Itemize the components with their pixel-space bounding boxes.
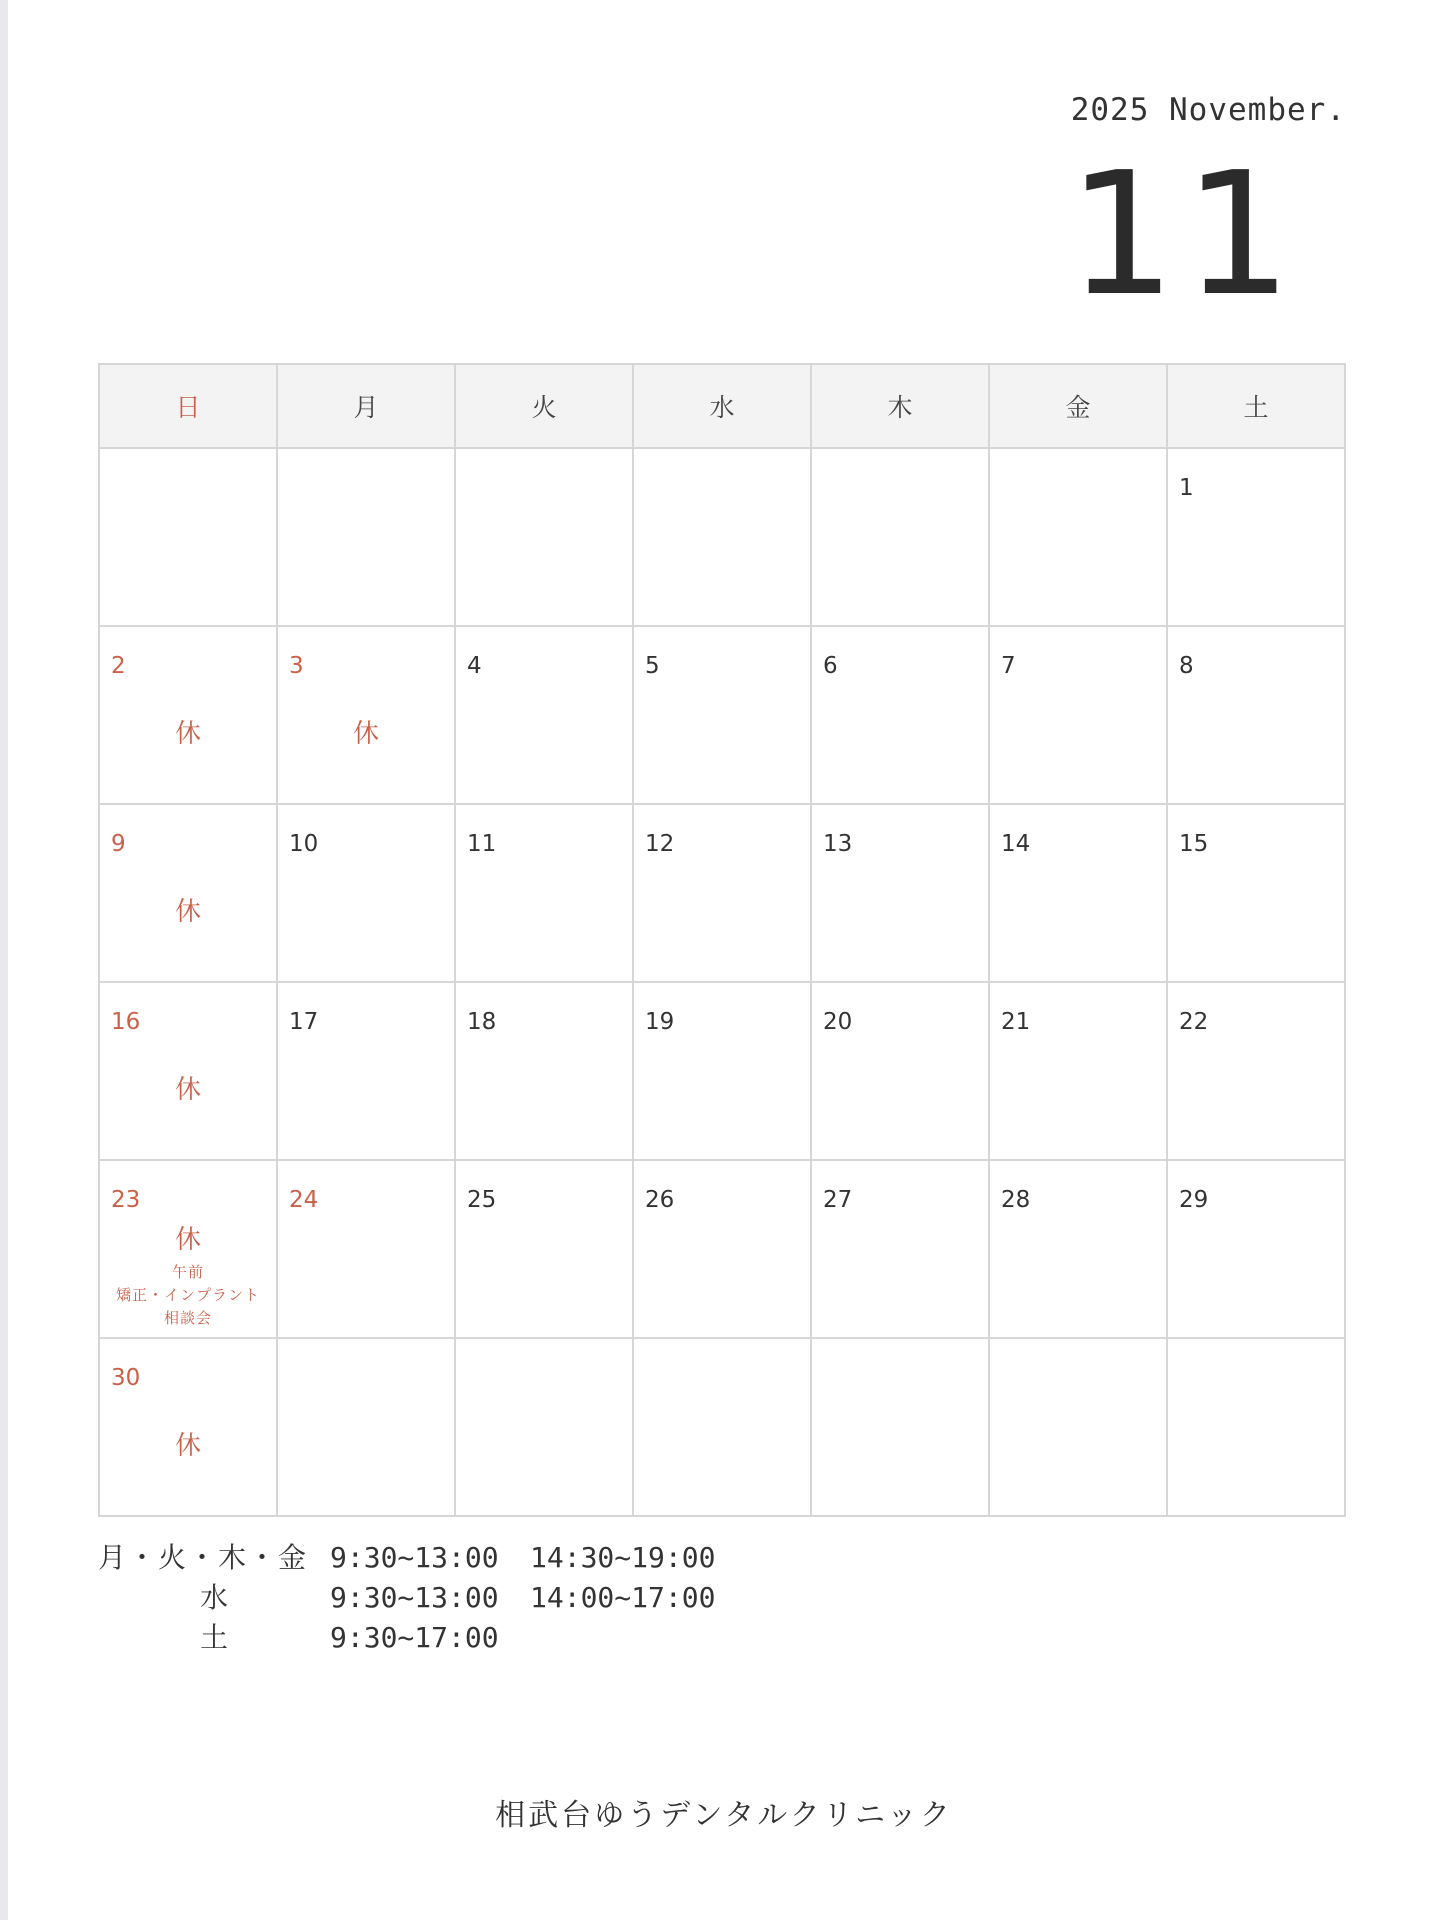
day-cell (811, 626, 989, 804)
day-number: 4 (467, 653, 482, 679)
event-line: 矯正・インプラント (115, 1286, 260, 1304)
day-number: 20 (823, 1009, 853, 1035)
hours-time: 14:30~19:00 (530, 1541, 716, 1574)
day-cell (1167, 1160, 1345, 1338)
day-number: 30 (111, 1365, 141, 1391)
day-number: 7 (1001, 653, 1016, 679)
day-cell (989, 1338, 1167, 1516)
day-number: 19 (645, 1009, 675, 1035)
year-month-label: 2025 November. (1070, 92, 1346, 128)
day-cell (811, 804, 989, 982)
day-cell (99, 1338, 277, 1516)
day-number: 18 (467, 1009, 497, 1035)
day-number: 13 (823, 831, 853, 857)
week-row (99, 626, 1345, 804)
event-note (100, 1261, 276, 1330)
day-cell (989, 626, 1167, 804)
day-cell (633, 804, 811, 982)
day-cell (277, 448, 455, 626)
hours-row (98, 1618, 730, 1658)
day-cell (455, 982, 633, 1160)
weekday-header: 木 (811, 364, 989, 448)
event-line: 相談会 (163, 1309, 212, 1327)
day-cell (277, 804, 455, 982)
day-number: 8 (1179, 653, 1194, 679)
day-cell (989, 448, 1167, 626)
closed-mark: 休 (174, 1431, 201, 1461)
day-cell (99, 448, 277, 626)
day-number: 15 (1179, 831, 1209, 857)
day-number: 10 (289, 831, 319, 857)
day-cell (277, 1338, 455, 1516)
day-cell (989, 804, 1167, 982)
day-number: 28 (1001, 1187, 1031, 1213)
day-number: 1 (1179, 475, 1194, 501)
clinic-name: 相武台ゆうデンタルクリニック (495, 1798, 953, 1833)
day-number: 12 (645, 831, 675, 857)
day-cell (633, 1338, 811, 1516)
week-row (99, 1338, 1345, 1516)
hours-time: 9:30~13:00 (330, 1541, 499, 1574)
day-cell (455, 1338, 633, 1516)
day-number: 23 (111, 1187, 141, 1213)
hours-time: 9:30~13:00 (330, 1581, 499, 1614)
day-number: 26 (645, 1187, 675, 1213)
weekday-header: 日 (99, 364, 277, 448)
day-number: 29 (1179, 1187, 1209, 1213)
day-cell (99, 626, 277, 804)
week-row (99, 448, 1345, 626)
day-number: 14 (1001, 831, 1031, 857)
event-line: 午前 (171, 1263, 204, 1281)
hours-days: 土 (199, 1621, 228, 1654)
hours-days: 月・火・木・金 (98, 1541, 309, 1574)
day-cell (277, 982, 455, 1160)
day-cell (1167, 982, 1345, 1160)
day-cell (811, 1338, 989, 1516)
day-cell (1167, 804, 1345, 982)
day-number: 21 (1001, 1009, 1031, 1035)
day-cell (1167, 626, 1345, 804)
hours-days: 水 (199, 1581, 228, 1614)
week-row (99, 804, 1345, 982)
week-row (99, 982, 1345, 1160)
day-number: 9 (111, 831, 126, 857)
day-cell (99, 1160, 277, 1338)
closed-mark: 休 (174, 897, 201, 927)
business-hours (98, 1538, 730, 1658)
day-cell (633, 982, 811, 1160)
day-cell (99, 804, 277, 982)
closed-mark: 休 (174, 1225, 201, 1255)
month-number: 11 (1067, 136, 1300, 334)
day-cell (989, 982, 1167, 1160)
weekday-header: 月 (277, 364, 455, 448)
hours-time: 9:30~17:00 (330, 1621, 499, 1654)
hours-row (98, 1578, 730, 1618)
day-cell (811, 982, 989, 1160)
day-cell (1167, 1338, 1345, 1516)
day-cell (1167, 448, 1345, 626)
day-cell (455, 1160, 633, 1338)
day-number: 17 (289, 1009, 319, 1035)
day-cell (633, 626, 811, 804)
day-number: 3 (289, 653, 304, 679)
day-number: 2 (111, 653, 126, 679)
weekday-header: 土 (1167, 364, 1345, 448)
day-number: 11 (467, 831, 497, 857)
weekday-header: 金 (989, 364, 1167, 448)
day-number: 6 (823, 653, 838, 679)
calendar-page (8, 0, 1440, 1920)
day-cell (455, 626, 633, 804)
day-cell (989, 1160, 1167, 1338)
closed-mark: 休 (352, 719, 379, 749)
day-number: 25 (467, 1187, 497, 1213)
day-cell (277, 626, 455, 804)
day-cell (633, 448, 811, 626)
day-cell (455, 804, 633, 982)
day-cell (455, 448, 633, 626)
day-number: 16 (111, 1009, 141, 1035)
closed-mark: 休 (174, 1075, 201, 1105)
weekday-header: 水 (633, 364, 811, 448)
weekday-header: 火 (455, 364, 633, 448)
day-cell (811, 448, 989, 626)
weekday-header-row (99, 364, 1345, 448)
day-cell (99, 982, 277, 1160)
closed-mark: 休 (174, 719, 201, 749)
hours-row (98, 1538, 730, 1578)
day-number: 5 (645, 653, 660, 679)
day-cell (277, 1160, 455, 1338)
day-number: 24 (289, 1187, 319, 1213)
day-cell (633, 1160, 811, 1338)
day-cell (811, 1160, 989, 1338)
hours-time: 14:00~17:00 (530, 1581, 716, 1614)
calendar-body (99, 448, 1345, 1516)
day-number: 27 (823, 1187, 853, 1213)
calendar-grid (98, 363, 1346, 1517)
day-number: 22 (1179, 1009, 1209, 1035)
week-row (99, 1160, 1345, 1338)
